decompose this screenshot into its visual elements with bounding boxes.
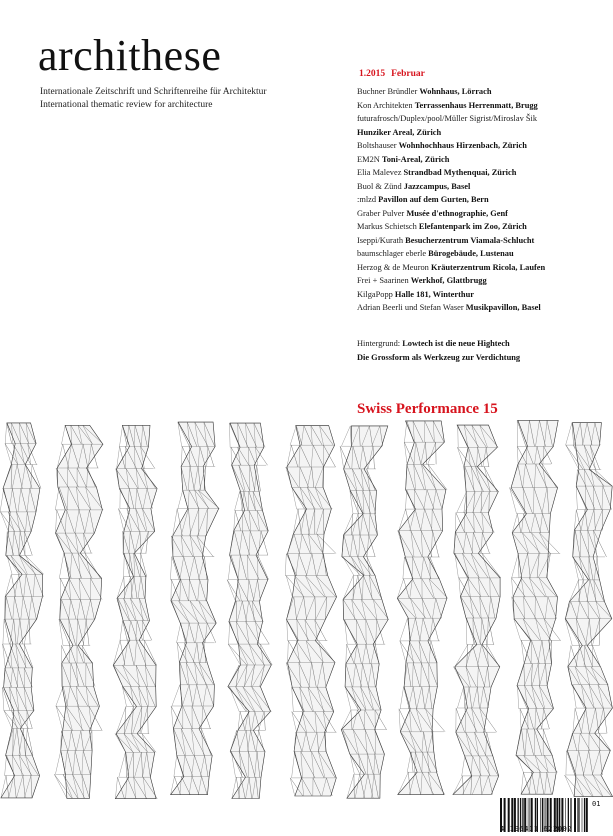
toc-item: :mlzd Pavillon auf dem Gurten, Bern	[357, 195, 489, 204]
toc-item: Graber Pulver Musée d'ethnographie, Genf	[357, 208, 508, 218]
barcode-issue-code: 01	[592, 800, 601, 808]
mesh-band	[340, 426, 389, 798]
masthead-subtitle-en: International thematic review for architecture	[40, 100, 213, 110]
toc-item: Buchner Bründler Wohnhaus, Lörrach	[357, 87, 492, 96]
issue-number: 1.2015	[359, 69, 386, 79]
issue-theme: Swiss Performance 15	[357, 401, 498, 417]
feature-list	[357, 337, 607, 364]
toc-item: KilgaPopp Halle 181, Winterthur	[357, 289, 474, 299]
toc-item: Herzog & de Meuron Kräuterzentrum Ricola, Laufen	[357, 262, 546, 272]
mesh-band	[0, 423, 44, 798]
toc-item: baumschlager eberle Bürogebäude, Lustenau	[357, 249, 514, 258]
toc-item: Iseppi/Kurath Besucherzentrum Viamala-Schlucht	[357, 235, 535, 245]
mesh-band	[565, 423, 613, 797]
masthead-title: archithese	[38, 31, 222, 80]
toc-item: futurafrosch/Duplex/pool/Müller Sigrist/Miroslav Šik Hunziker Areal, Zürich	[357, 114, 538, 137]
toc-item: Frei + Saarinen Werkhof, Glattbrugg	[357, 276, 487, 285]
masthead-subtitle-de: Internationale Zeitschrift und Schriftenreihe für Architektur	[40, 87, 267, 97]
mesh-band	[397, 421, 447, 795]
mesh-band	[510, 420, 561, 794]
table-of-contents	[357, 85, 607, 315]
barcode-number: 4 196411 622002	[500, 825, 573, 833]
mesh-band	[170, 422, 219, 795]
mesh-band	[453, 425, 501, 794]
mesh-band	[285, 426, 336, 796]
feature-item: Hintergrund: Lowtech ist die neue Hightech	[357, 339, 510, 348]
mesh-band	[54, 425, 103, 798]
toc-item: Adrian Beerli und Stefan Waser Musikpavillon, Basel	[357, 303, 541, 312]
toc-item: EM2N Toni-Areal, Zürich	[357, 154, 450, 164]
toc-item: Buol & Zünd Jazzcampus, Basel	[357, 181, 471, 191]
issue-date	[359, 69, 431, 79]
mesh-band	[227, 423, 272, 798]
toc-item: Boltshauser Wohnhochhaus Hirzenbach, Zürich	[357, 141, 527, 150]
toc-item: Kon Architekten Terrassenhaus Herrenmatt, Brugg	[357, 100, 538, 110]
feature-item: Die Grossform als Werkzeug zur Verdichtung	[357, 352, 521, 362]
issue-month: Februar	[391, 69, 425, 79]
triangulated-mesh-artwork	[0, 420, 613, 805]
mesh-band	[113, 425, 157, 798]
toc-item: Markus Schietsch Elefantenpark im Zoo, Zürich	[357, 222, 527, 231]
toc-item: Elia Malevez Strandbad Mythenquai, Zürich	[357, 168, 517, 177]
